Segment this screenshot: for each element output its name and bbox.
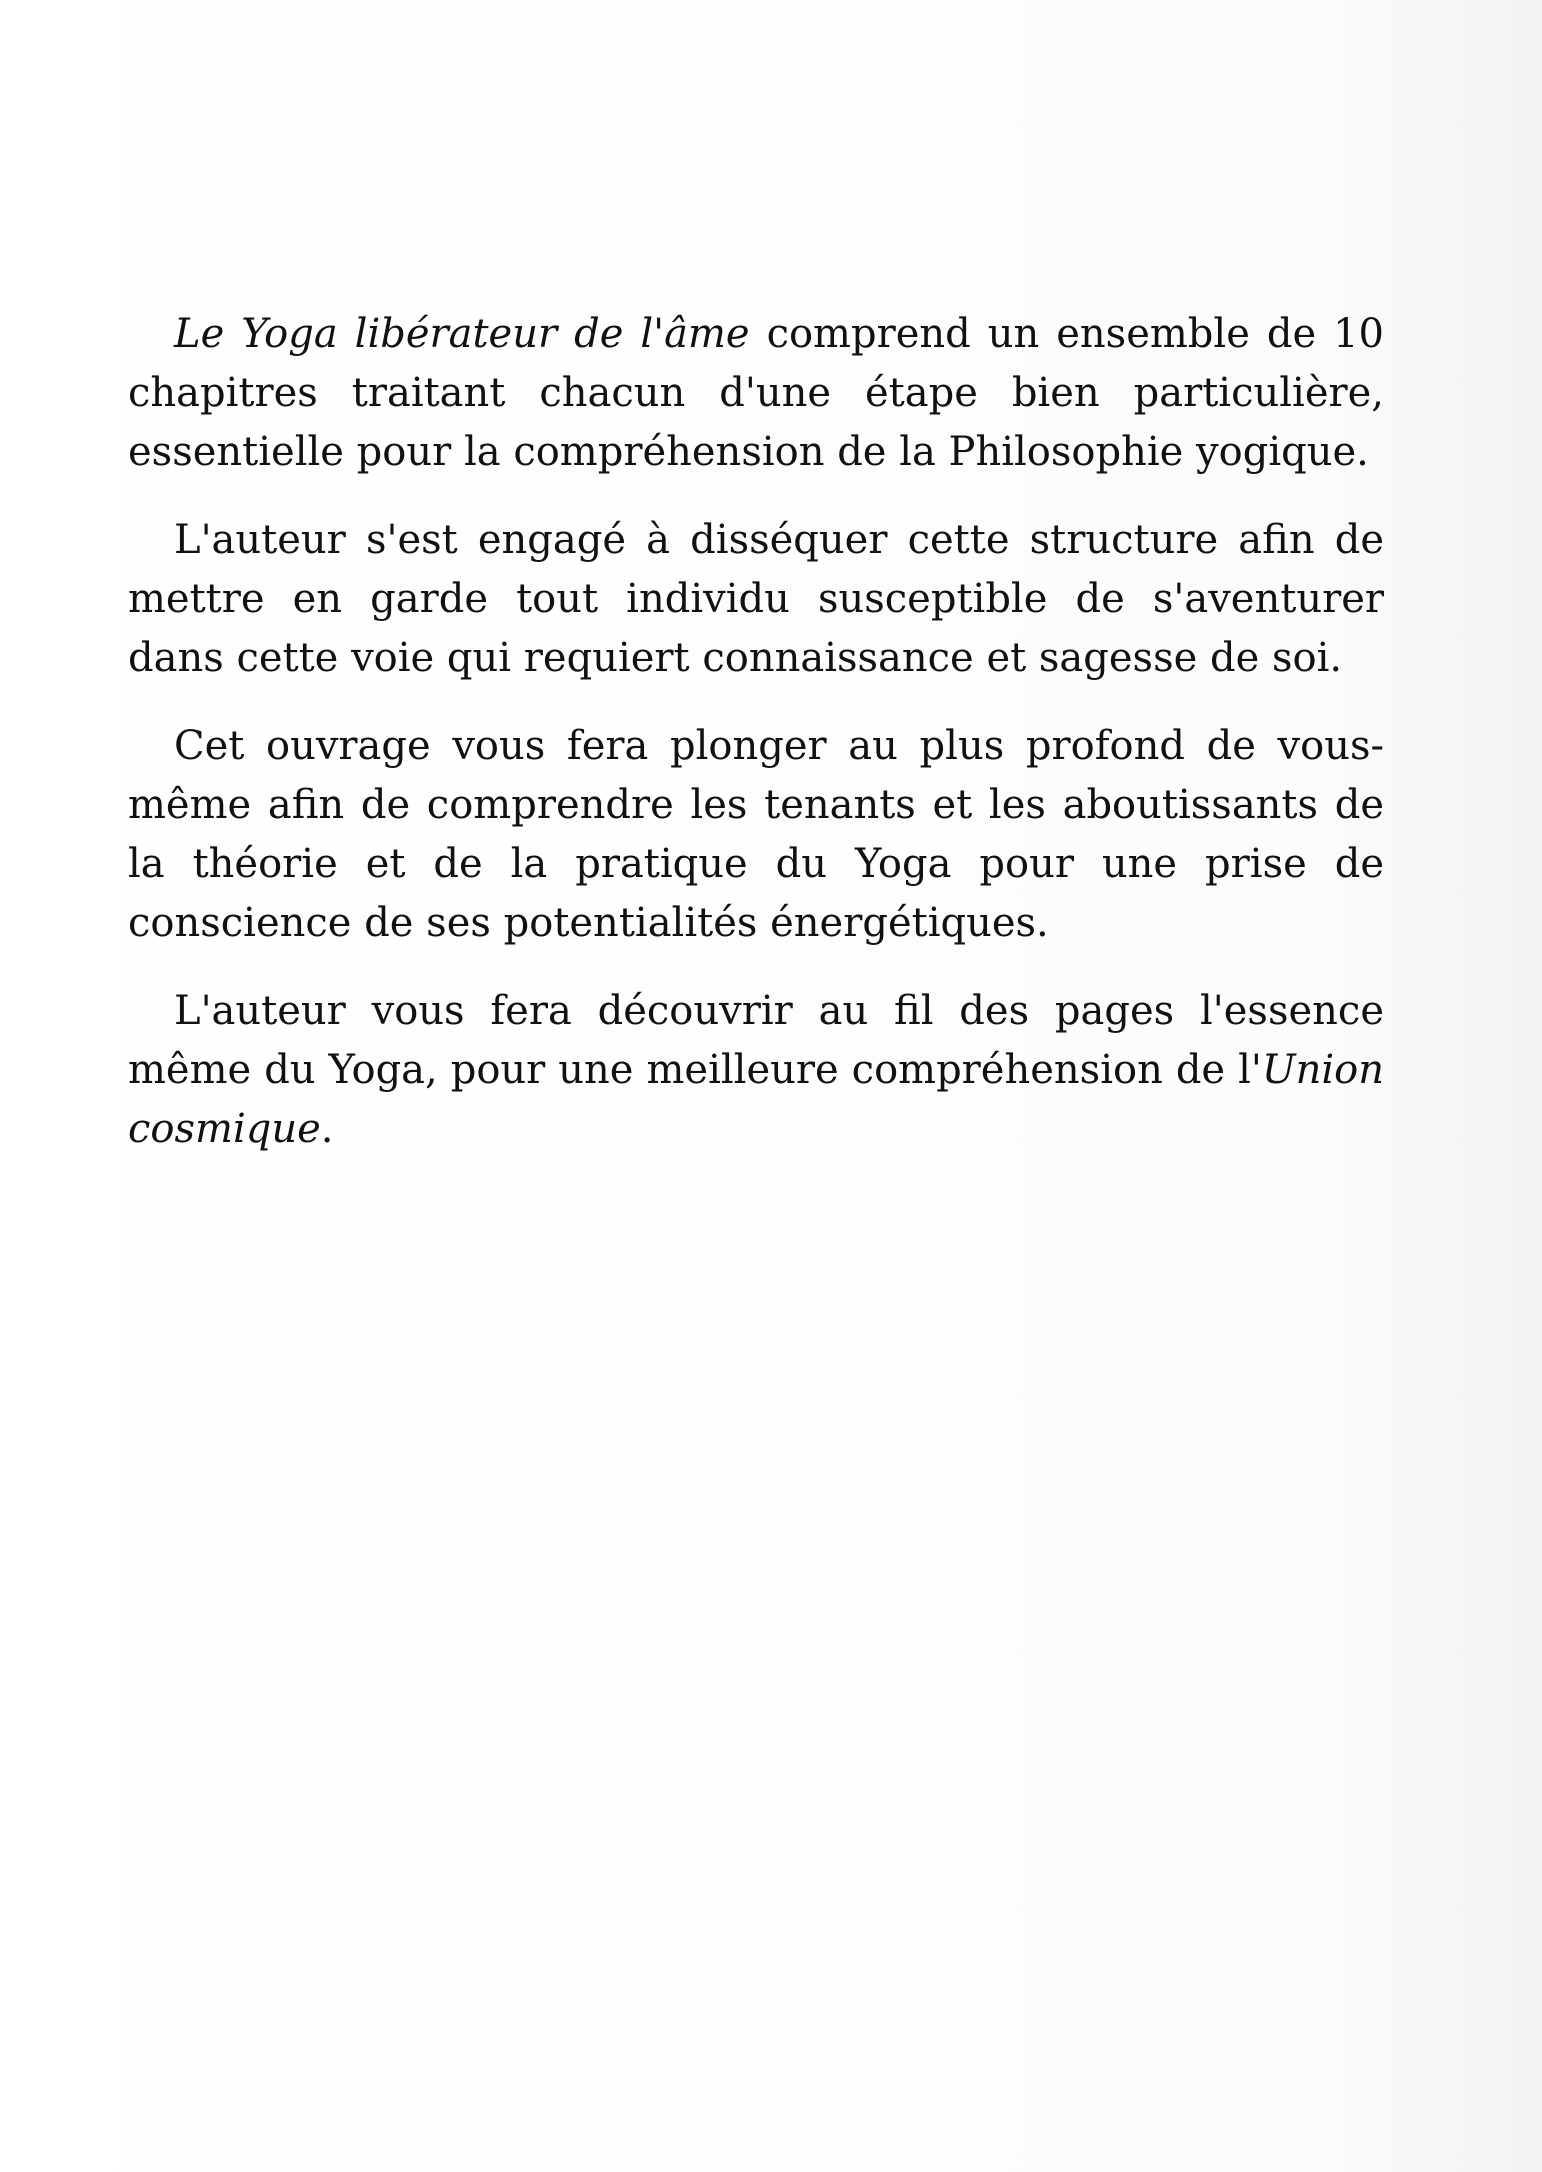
back-cover-text <box>128 305 1384 1188</box>
paragraph-discovery-end: . <box>320 1106 334 1152</box>
book-title: Le Yoga libérateur de l'âme <box>174 311 750 357</box>
union-cosmique-term: Union cosmique <box>128 1047 1384 1152</box>
paragraph-intro <box>128 305 1384 482</box>
paragraph-discovery <box>128 982 1384 1159</box>
paragraph-intro-text: comprend un ensemble de 10 chapitres traitant chacun d'une étape bien particulière, essentielle pour la compréhension de la Philosophie yogique. <box>128 311 1384 475</box>
paragraph-work-description: Cet ouvrage vous fera plonger au plus profond de vous-même afin de comprendre les tenants et les aboutissants de la théorie et de la pratique du Yoga pour une prise de conscience de ses potentialités énergétiques. <box>128 723 1384 946</box>
paragraph-discovery-text: L'auteur vous fera découvrir au fil des pages l'essence même du Yoga, pour une meilleure compréhension de l' <box>128 988 1384 1093</box>
paragraph-author-intent: L'auteur s'est engagé à disséquer cette structure afin de mettre en garde tout individu susceptible de s'aventurer dans cette voie qui requiert connaissance et sagesse de soi. <box>128 517 1384 681</box>
